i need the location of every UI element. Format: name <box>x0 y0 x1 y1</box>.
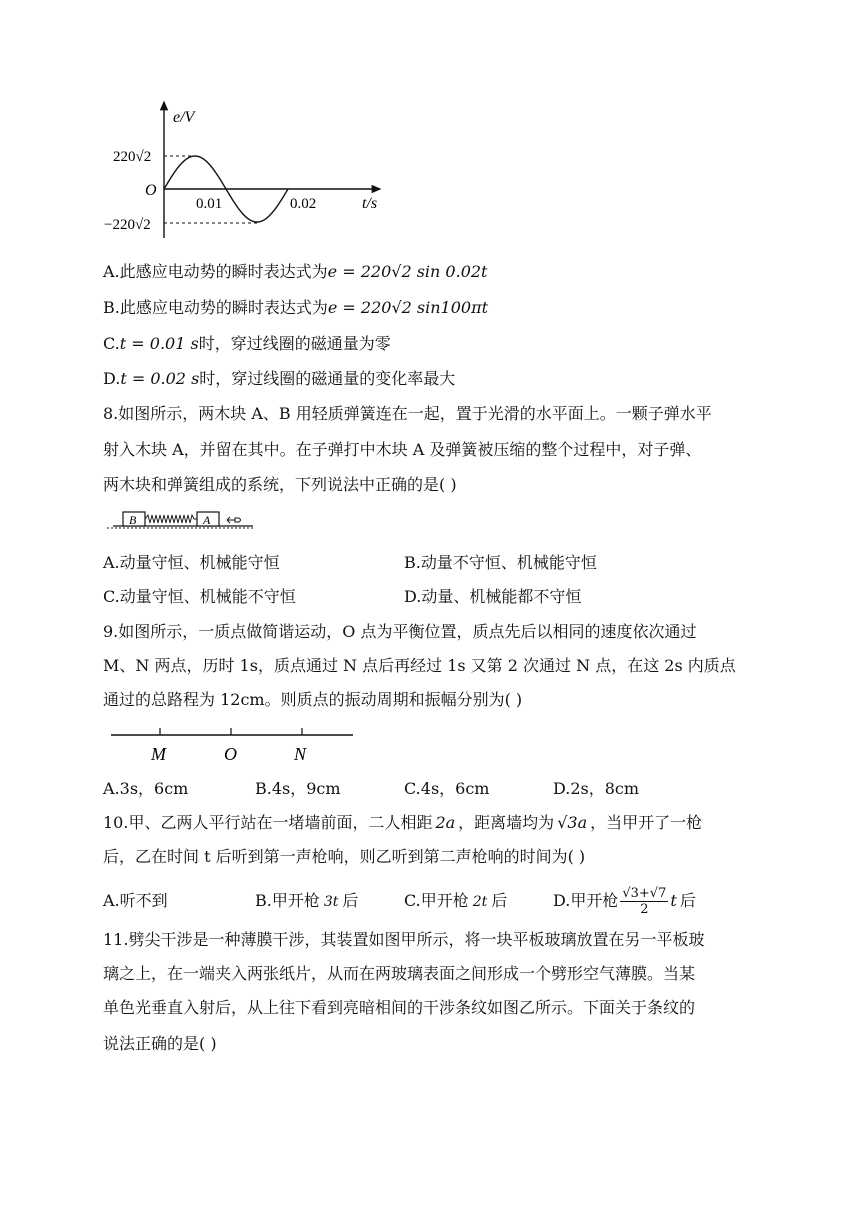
sine-graph <box>100 98 390 243</box>
q7-formula-c: t = 0.01 s <box>119 334 199 353</box>
q8-option-a: A.动量守恒、机械能守恒 <box>103 553 280 572</box>
q10-option-b: B.甲开枪 3t 后 <box>255 891 359 910</box>
q9-stem-line3: 通过的总路程为 12cm。则质点的振动周期和振幅分别为( ) <box>103 690 523 709</box>
q10-distance-root3a: √3a <box>557 813 588 832</box>
q7-formula-b: e = 220√2 sin100πt <box>327 298 489 317</box>
label-o: O <box>224 744 237 764</box>
q7-formula-a: e = 220√2 sin 0.02t <box>327 262 488 281</box>
blocks-spring-figure <box>105 507 255 531</box>
q8-stem-line1: 8.如图所示，两木块 A、B 用轻质弹簧连在一起，置于光滑的水平面上。一颗子弹水平 <box>103 404 712 423</box>
q10-option-d: D.甲开枪 $\frac{√3+√7}{2}$ t 后 <box>553 886 696 917</box>
tick-x-1: 0.01 <box>196 196 223 212</box>
q8-stem-line2: 射入木块 A，并留在其中。在子弹打中木块 A 及弹簧被压缩的整个过程中，对子弹、 <box>103 440 702 459</box>
label-n: N <box>294 744 307 764</box>
bullet-icon <box>227 517 241 523</box>
q7-option-c: C.t = 0.01 s时，穿过线圈的磁通量为零 <box>103 334 391 353</box>
block-a-label: A <box>203 513 211 527</box>
q10-option-c: C.甲开枪 2t 后 <box>404 891 508 910</box>
tick-y-pos: 220√2 <box>113 149 152 165</box>
mon-line-figure <box>105 728 360 768</box>
q8-option-d: D.动量、机械能都不守恒 <box>404 587 582 606</box>
spring <box>145 515 197 523</box>
q8-option-c: C.动量守恒、机械能不守恒 <box>103 587 296 606</box>
q7-formula-d: t = 0.02 s <box>120 369 200 388</box>
q10-fraction: $\frac{√3+√7}{2}$ <box>622 886 667 917</box>
q9-option-c: C.4s，6cm <box>404 779 490 798</box>
q7-option-b: B.此感应电动势的瞬时表达式为e = 220√2 sin100πt <box>103 298 489 317</box>
q11-stem-line3: 单色光垂直入射后，从上往下看到亮暗相间的干涉条纹如图乙所示。下面关于条纹的 <box>103 998 696 1017</box>
q9-option-a: A.3s，6cm <box>103 779 189 798</box>
q9-option-d: D.2s，8cm <box>553 779 640 798</box>
q8-stem-line3: 两木块和弹簧组成的系统，下列说法中正确的是( ) <box>103 475 457 494</box>
q10-distance-2a: 2a <box>435 813 456 832</box>
q7-option-a: A.此感应电动势的瞬时表达式为e = 220√2 sin 0.02t <box>103 262 488 281</box>
x-axis-label: t/s <box>362 195 378 212</box>
q9-stem-line1: 9.如图所示，一质点做简谐运动，O 点为平衡位置，质点先后以相同的速度依次通过 <box>103 622 697 641</box>
tick-y-neg: −220√2 <box>104 217 151 233</box>
y-axis-label: e/V <box>173 109 195 126</box>
q9-option-b: B.4s，9cm <box>255 779 341 798</box>
q10-stem-line1: 10.甲、乙两人平行站在一堵墙前面，二人相距 2a ，距离墙均为 √3a ，当甲开了一枪 <box>103 813 703 832</box>
q10-option-a: A.听不到 <box>103 891 168 910</box>
q11-stem-line2: 璃之上，在一端夹入两张纸片，从而在两玻璃表面之间形成一个劈形空气薄膜。当某 <box>103 964 696 983</box>
q7-option-d: D.t = 0.02 s时，穿过线圈的磁通量的变化率最大 <box>103 369 456 388</box>
block-b-label: B <box>129 513 137 527</box>
q10-stem-line2: 后，乙在时间 t 后听到第一声枪响，则乙听到第二声枪响的时间为( ) <box>103 847 586 866</box>
label-m: M <box>151 744 166 764</box>
origin-label: O <box>145 182 157 199</box>
q11-stem-line1: 11.劈尖干涉是一种薄膜干涉，其装置如图甲所示，将一块平板玻璃放置在另一平板玻 <box>103 930 705 949</box>
q11-stem-line4: 说法正确的是( ) <box>103 1034 217 1053</box>
q9-stem-line2: M、N 两点，历时 1s，质点通过 N 点后再经过 1s 又第 2 次通过 N 点，在这 2s 内质点 <box>103 656 736 675</box>
tick-x-2: 0.02 <box>290 196 317 212</box>
q8-option-b: B.动量不守恒、机械能守恒 <box>404 553 597 572</box>
